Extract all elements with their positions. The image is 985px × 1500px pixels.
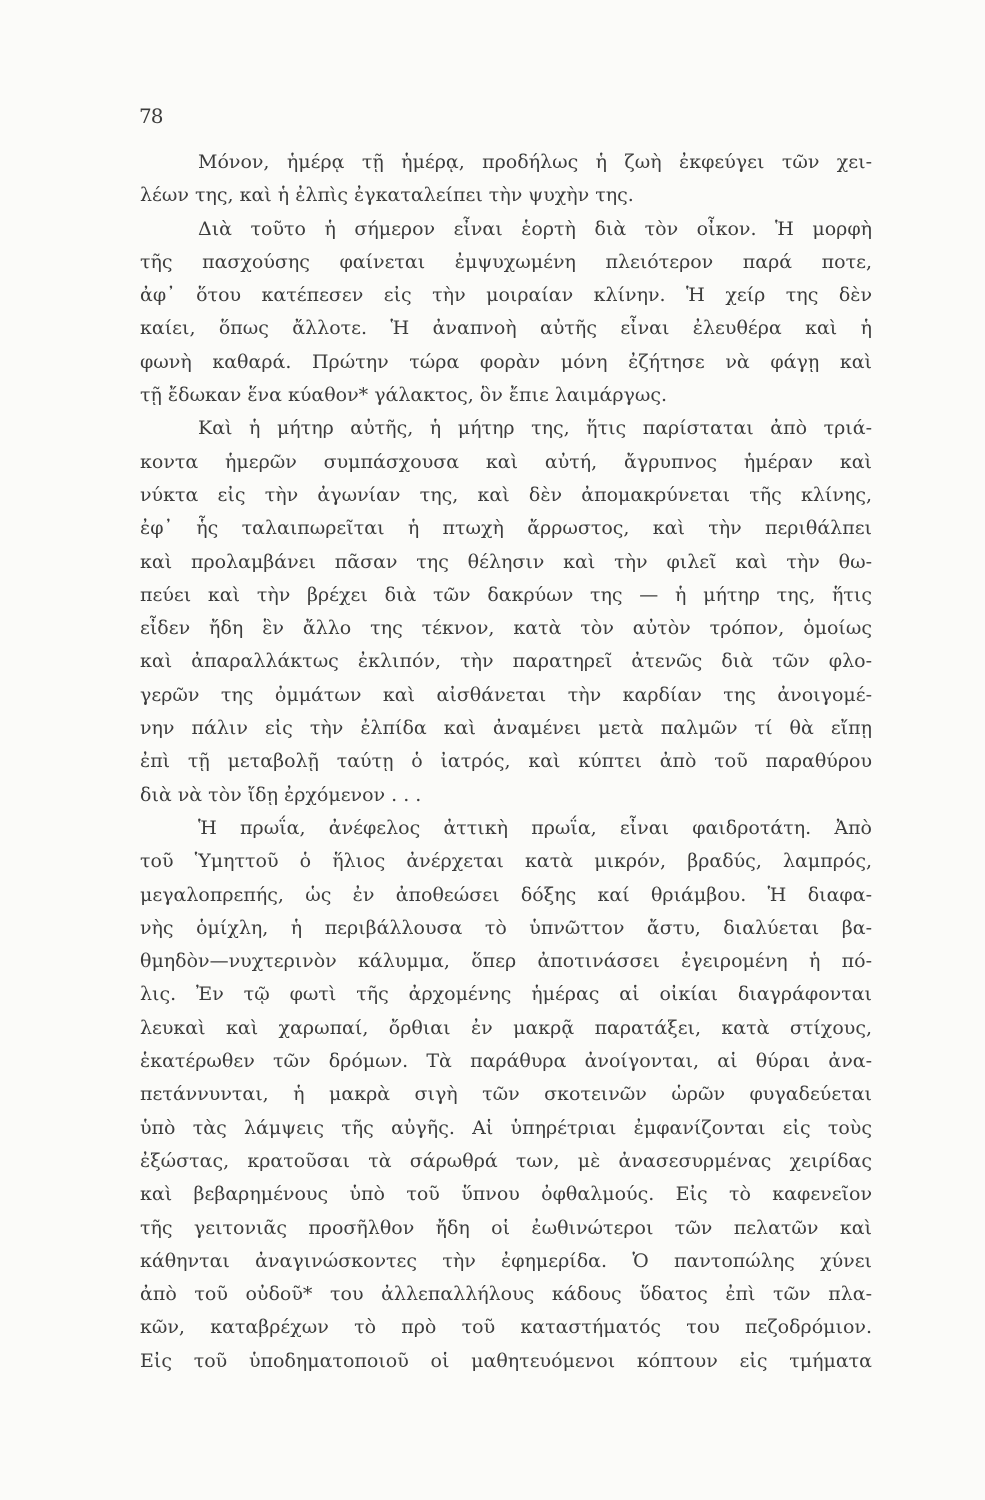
text-line: καὶ βεβαρημένους ὑπὸ τοῦ ὕπνου ὀφθαλμούς. Εἰς τὸ καφενεῖον (140, 1183, 872, 1206)
text-line: διὰ νὰ τὸν ἴδῃ ἐρχόμενον . . . (140, 783, 422, 806)
text-line: ἑκατέρωθεν τῶν δρόμων. Τὰ παράθυρα ἀνοίγονται, αἱ θύραι ἀνα- (140, 1050, 872, 1073)
body-text (140, 146, 872, 1378)
text-line: μεγαλοπρεπής, ὡς ἐν ἀποθεώσει δόξης καί θριάμβου. Ἡ διαφα- (140, 883, 872, 906)
text-line: τῇ ἔδωκαν ἕνα κύαθον* γάλακτος, ὃν ἔπιε λαιμάργως. (140, 384, 668, 407)
text-line: λέων της, καὶ ἡ ἐλπὶς ἐγκαταλείπει τὴν ψυχὴν της. (140, 184, 634, 207)
text-line: τοῦ Ὑμηττοῦ ὁ ἥλιος ἀνέρχεται κατὰ μικρόν, βραδύς, λαμπρός, (140, 850, 872, 873)
text-line: πετάννυνται, ἡ μακρὰ σιγὴ τῶν σκοτεινῶν ὡρῶν φυγαδεύεται (140, 1083, 872, 1106)
text-line: νὴς ὁμίχλη, ἡ περιβάλλουσα τὸ ὑπνῶττον ἄστυ, διαλύεται βα- (140, 916, 872, 939)
text-line: εἶδεν ἤδη ἓν ἄλλο της τέκνον, κατὰ τὸν αὐτὸν τρόπον, ὁμοίως (140, 617, 872, 640)
text-line: καὶ ἀπαραλλάκτως ἐκλιπόν, τὴν παρατηρεῖ ἀτενῶς διὰ τῶν φλο- (140, 650, 872, 673)
paragraph (140, 146, 872, 213)
text-line: τῆς γειτονιᾶς προσῆλθον ἤδη οἱ ἐωθινώτεροι τῶν πελατῶν καὶ (140, 1216, 872, 1239)
text-line: κοντα ἡμερῶν συμπάσχουσα καὶ αὐτή, ἄγρυπνος ἡμέραν καὶ (140, 450, 872, 473)
text-line: ἀπὸ τοῦ οὐδοῦ* του ἀλλεπαλλήλους κάδους ὕδατος ἐπὶ τῶν πλα- (140, 1283, 872, 1306)
text-line: Μόνον, ἡμέρᾳ τῇ ἡμέρᾳ, προδήλως ἡ ζωὴ ἐκφεύγει τῶν χει- (198, 151, 872, 173)
text-line: λις. Ἐν τῷ φωτὶ τῆς ἀρχομένης ἡμέρας αἱ οἰκίαι διαγράφονται (140, 983, 872, 1006)
text-line: καίει, ὅπως ἄλλοτε. Ἡ ἀναπνοὴ αὐτῆς εἶναι ἐλευθέρα καὶ ἡ (140, 317, 872, 340)
text-line: ἐφ᾽ ἧς ταλαιπωρεῖται ἡ πτωχὴ ἄρρωστος, καὶ τὴν περιθάλπει (140, 517, 872, 540)
text-line: Ἡ πρωΐα, ἀνέφελος ἀττικὴ πρωΐα, εἶναι φαιδροτάτη. Ἀπὸ (198, 816, 872, 839)
text-line: πεύει καὶ τὴν βρέχει διὰ τῶν δακρύων της — ἡ μήτηρ της, ἥτις (140, 583, 872, 606)
text-line: λευκαὶ καὶ χαρωπαί, ὄρθιαι ἐν μακρᾷ παρατάξει, κατὰ στίχους, (140, 1016, 872, 1039)
paragraph (140, 213, 872, 413)
text-line: Καὶ ἡ μήτηρ αὐτῆς, ἡ μήτηρ της, ἥτις παρίσταται ἀπὸ τριά- (198, 417, 872, 440)
page-number: 78 (139, 104, 163, 128)
paragraph (140, 812, 872, 1378)
text-line: κῶν, καταβρέχων τὸ πρὸ τοῦ καταστήματός του πεζοδρόμιον. (140, 1316, 872, 1339)
text-line: ἐπὶ τῇ μεταβολῇ ταύτῃ ὁ ἰατρός, καὶ κύπτει ἀπὸ τοῦ παραθύρου (140, 750, 872, 773)
text-line: γερῶν της ὀμμάτων καὶ αἰσθάνεται τὴν καρδίαν της ἀνοιγομέ- (140, 683, 872, 706)
text-line: ἐξώστας, κρατοῦσαι τὰ σάρωθρά των, μὲ ἀνασεσυρμένας χειρίδας (140, 1149, 872, 1172)
text-line: νην πάλιν εἰς τὴν ἐλπίδα καὶ ἀναμένει μετὰ παλμῶν τί θὰ εἴπῃ (140, 717, 872, 740)
text-line: ὑπὸ τὰς λάμψεις τῆς αὐγῆς. Αἱ ὑπηρέτριαι ἐμφανίζονται εἰς τοὺς (140, 1116, 872, 1139)
text-line: Εἰς τοῦ ὑποδηματοποιοῦ οἱ μαθητευόμενοι κόπτουν εἰς τμήματα (140, 1349, 872, 1372)
text-line: κάθηνται ἀναγινώσκοντες τὴν ἐφημερίδα. Ὁ παντοπώλης χύνει (140, 1249, 872, 1272)
text-line: Διὰ τοῦτο ἡ σήμερον εἶναι ἑορτὴ διὰ τὸν οἶκον. Ἡ μορφὴ (198, 217, 872, 240)
text-line: φωνὴ καθαρά. Πρώτην τώρα φορὰν μόνη ἐζήτησε νὰ φάγῃ καὶ (140, 350, 872, 373)
paragraph (140, 412, 872, 812)
text-line: θμηδὸν—νυχτερινὸν κάλυμμα, ὅπερ ἀποτινάσσει ἐγειρομένη ἡ πό- (140, 950, 872, 973)
text-line: καὶ προλαμβάνει πᾶσαν της θέλησιν καὶ τὴν φιλεῖ καὶ τὴν θω- (140, 550, 872, 573)
text-line: ἀφ᾽ ὅτου κατέπεσεν εἰς τὴν μοιραίαν κλίνην. Ἡ χείρ της δὲν (140, 284, 872, 307)
text-line: νύκτα εἰς τὴν ἀγωνίαν της, καὶ δὲν ἀπομακρύνεται τῆς κλίνης, (140, 483, 872, 506)
text-line: τῆς πασχούσης φαίνεται ἐμψυχωμένη πλειότερον παρά ποτε, (140, 250, 872, 273)
